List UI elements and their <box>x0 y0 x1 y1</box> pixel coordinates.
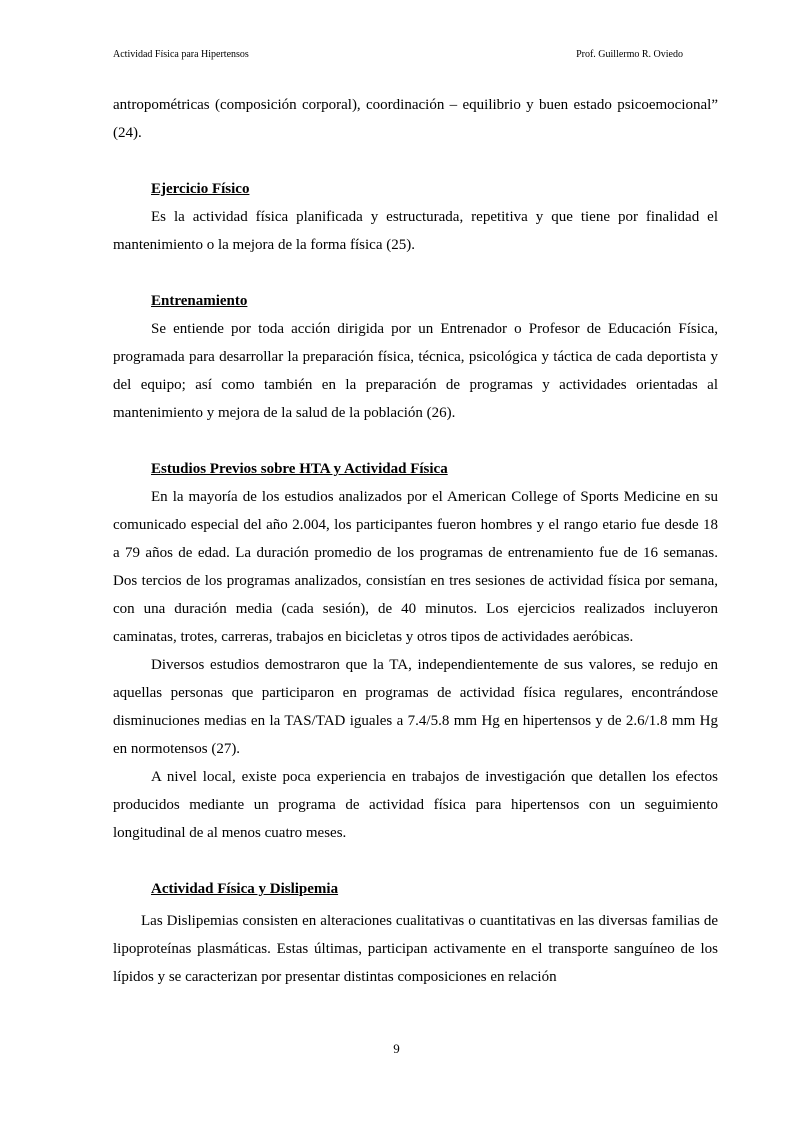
page-number: 9 <box>393 1041 400 1056</box>
paragraph-dislipemia: Las Dislipemias consisten en alteraciones cualitativas o cuantitativas en las diversas familias de lipoproteínas plasmáticas. Estas últimas, participan activamente en el transporte sanguíneo de los lípidos y se caracterizan por presentar distintas composiciones en relación <box>113 913 718 985</box>
header-title: Actividad Física para Hipertensos <box>113 49 249 60</box>
heading-estudios-previos: Estudios Previos sobre HTA y Actividad Física <box>151 461 448 477</box>
spacer <box>113 427 718 455</box>
intro-paragraph: antropométricas (composición corporal), coordinación – equilibrio y buen estado psicoemocional” (24). <box>113 97 718 141</box>
paragraph-entrenamiento: Se entiende por toda acción dirigida por un Entrenador o Profesor de Educación Física, programada para desarrollar la preparación física, técnica, psicológica y táctica de cada deportista y del equipo; así como también en la preparación de programas y actividades orientadas al mantenimiento y mejora de la salud de la población (26). <box>113 321 718 421</box>
paragraph-estudios-1: En la mayoría de los estudios analizados por el American College of Sports Medicine en su comunicado especial del año 2.004, los participantes fueron hombres y el rango etario fue desde 18 a 79 años de edad. La duración promedio de los programas de entrenamiento fue de 16 semanas. Dos tercios de los programas analizados, consistían en tres sesiones de actividad física por semana, con una duración media (cada sesión), de 40 minutos. Los ejercicios realizados incluyeron caminatas, trotes, carreras, trabajos en bicicletas y otros tipos de actividades aeróbicas. <box>113 489 718 645</box>
page-body <box>113 91 718 991</box>
spacer <box>113 259 718 287</box>
spacer <box>113 147 718 175</box>
heading-entrenamiento: Entrenamiento <box>151 293 248 309</box>
heading-dislipemia: Actividad Física y Dislipemia <box>151 881 339 897</box>
header-author: Prof. Guillermo R. Oviedo <box>576 49 683 60</box>
paragraph-ejercicio-fisico: Es la actividad física planificada y estructurada, repetitiva y que tiene por finalidad el mantenimiento o la mejora de la forma física (25). <box>113 209 718 253</box>
page-header <box>113 48 683 62</box>
spacer <box>113 847 718 875</box>
paragraph-estudios-3: A nivel local, existe poca experiencia en trabajos de investigación que detallen los efectos producidos mediante un programa de actividad física para hipertensos con un seguimiento longitudinal de al menos cuatro meses. <box>113 769 718 841</box>
heading-ejercicio-fisico: Ejercicio Físico <box>151 181 250 197</box>
paragraph-estudios-2: Diversos estudios demostraron que la TA, independientemente de sus valores, se redujo en aquellas personas que participaron en programas de actividad física regulares, encontrándose disminuciones medias en la TAS/TAD iguales a 7.4/5.8 mm Hg en hipertensos y de 2.6/1.8 mm Hg en normotensos (27). <box>113 657 718 757</box>
